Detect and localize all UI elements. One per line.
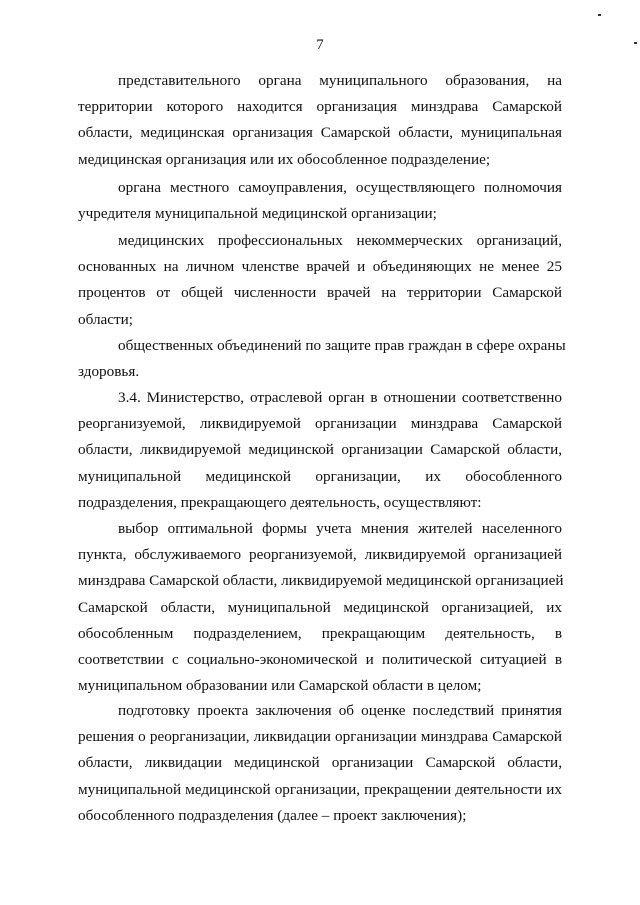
text-line: медицинская организация или их обособленное подразделение; [78, 150, 491, 168]
paragraph-6 [78, 516, 562, 699]
paragraph-3 [78, 228, 562, 333]
page-number: 7 [316, 37, 324, 53]
text-line: органа местного самоуправления, осуществляющего полномочия [118, 179, 562, 196]
paragraph-4 [78, 333, 566, 385]
text-line: подготовку проекта заключения об оценке последствий принятия [118, 702, 562, 719]
text-line: Самарской области, муниципальной медицинской организацией, их [78, 598, 562, 616]
text-line: представительного органа муниципального образования, на [118, 72, 562, 89]
text-line: 3.4. Министерство, отраслевой орган в отношении соответственно [118, 389, 562, 406]
text-line: обособленного подразделения (далее – проект заключения); [78, 806, 467, 824]
text-line: области, ликвидируемой медицинской организации Самарской области, [78, 441, 562, 459]
text-line: области, ликвидации медицинской организации Самарской области, [78, 754, 562, 772]
text-line: территории которого находится организация минздрава Самарской [78, 98, 562, 116]
text-line: соответствии с социально-экономической и политической ситуацией в [78, 650, 562, 668]
text-line: области; [78, 310, 133, 328]
paragraph-1 [78, 68, 562, 173]
paragraph-5 [78, 385, 562, 516]
text-line: муниципальной медицинской организации, прекращении деятельности их [78, 780, 562, 798]
text-line: здоровья. [78, 363, 140, 381]
text-line: муниципальной медицинской организации, их обособленного [78, 467, 562, 485]
text-line: учредителя муниципальной медицинской организации; [78, 205, 437, 223]
text-line: минздрава Самарской области, ликвидируемой медицинской организацией [78, 572, 564, 590]
text-line: процентов от общей численности врачей на территории Самарской [78, 284, 562, 302]
text-line: пункта, обслуживаемого реорганизуемой, ликвидируемой организацией [78, 546, 562, 564]
text-line: подразделения, прекращающего деятельность, осуществляют: [78, 493, 482, 511]
paragraph-7 [78, 698, 562, 829]
text-line: реорганизуемой, ликвидируемой организации минздрава Самарской [78, 415, 562, 433]
text-line: выбор оптимальной формы учета мнения жителей населенного [118, 520, 562, 537]
text-line: муниципальном образовании или Самарской области в целом; [78, 677, 482, 695]
text-line: области, медицинская организация Самарской области, муниципальная [78, 124, 562, 142]
text-line: общественных объединений по защите прав граждан в сфере охраны [118, 337, 566, 354]
paragraph-2 [78, 175, 562, 227]
text-line: медицинских профессиональных некоммерческих организаций, [118, 232, 562, 249]
text-line: основанных на личном членстве врачей и объединяющих не менее 25 [78, 258, 562, 276]
text-line: обособленным подразделением, прекращающим деятельность, в [78, 624, 562, 642]
scan-mark [598, 14, 601, 16]
text-line: решения о реорганизации, ликвидации организации минздрава Самарской [78, 728, 562, 746]
